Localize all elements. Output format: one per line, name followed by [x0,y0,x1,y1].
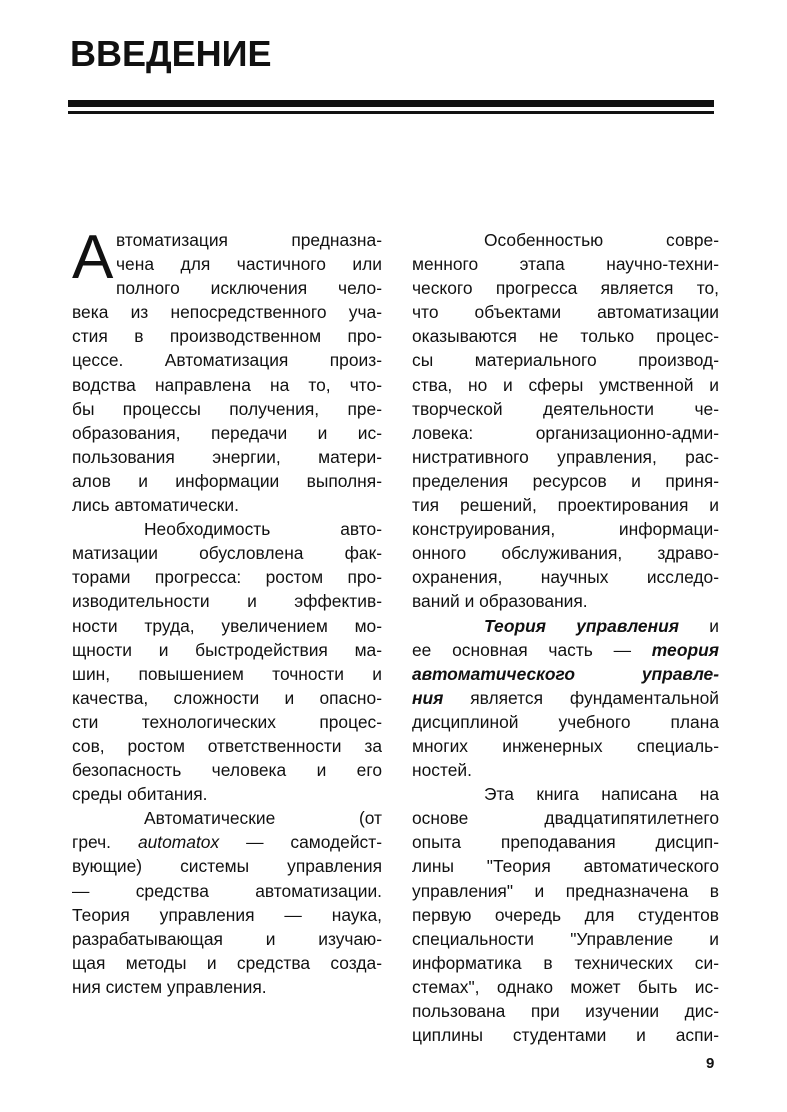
text-line: полного исключения чело- [116,278,382,299]
text-line: сов, ростом ответственности за [72,735,382,756]
text-line: менного этапа научно-техни- [412,254,719,275]
left-paragraph-1 [72,223,382,517]
key-term: ния [412,687,444,708]
text-line: ловека: организационно-адми- [412,422,719,443]
text-line: дисциплиной учебного плана [412,711,719,732]
text-line: Особенностью совре- [484,230,719,250]
text-line: водства направлена на то, что- [72,374,382,395]
key-term: Теория управления [484,615,679,636]
text-run: — самодейст- [246,832,382,853]
text-line: многих инженерных специаль- [412,735,719,756]
text-line: Автоматические (от [144,808,382,829]
text-line: щая методы и средства созда- [72,952,382,973]
right-paragraph-2 [412,614,719,783]
key-term: теория [651,639,719,660]
text-line: втоматизация предназна- [116,230,382,250]
text-line [412,662,719,686]
text-line: — средства автоматизации. [72,880,382,901]
text-line: творческой деятельности че- [412,398,719,419]
text-line: вующие) системы управления [72,856,382,877]
title-rule-thin [68,111,714,114]
text-line: охранения, научных исследо- [412,567,719,588]
text-line: информатика в технических си- [412,952,719,973]
text-line: управления" и предназначена в [412,880,719,901]
text-line [412,686,719,710]
text-line: что объектами автоматизации [412,302,719,323]
text-line: ческого прогресса является то, [412,278,719,299]
text-line: разрабатывающая и изучаю- [72,928,382,949]
right-paragraph-3 [412,782,719,1047]
text-line: онного обслуживания, здраво- [412,543,719,564]
text-line: среды обитания. [72,784,208,805]
chapter-title: ВВЕДЕНИЕ [70,33,272,74]
text-line: века из непосредственного уча- [72,302,382,323]
text-line: пользована при изучении дис- [412,1001,719,1021]
text-line [412,614,719,638]
right-paragraph-1 [412,228,719,614]
text-line: бы процессы получения, пре- [72,398,382,419]
text-line: ния систем управления. [72,976,267,997]
text-line: стия в производственном про- [72,326,382,347]
text-line: пределения ресурсов и приня- [412,470,719,491]
text-line: основе двадцатипятилетнего [412,808,719,829]
text-line [72,830,382,854]
text-line: нистративного управления, рас- [412,446,719,467]
text-line: торами прогресса: ростом про- [72,567,382,588]
text-line: алов и информации выполня- [72,470,382,491]
text-line: первую очередь для студентов [412,904,719,925]
text-line: качества, сложности и опасно- [72,687,382,708]
text-line: чена для частичного или [116,254,382,275]
text-line: цессе. Автоматизация произ- [72,350,382,371]
text-line: конструирования, информаци- [412,519,719,540]
text-line: Эта книга написана на [484,784,719,805]
text-line: циплины студентами и аспи- [412,1025,719,1046]
text-run: ее основная часть — [412,639,652,660]
text-line: матизации обусловлена фак- [72,543,382,564]
text-line: щности и быстродействия ма- [72,639,382,660]
text-line: лины "Теория автоматического [412,856,719,877]
text-line: специальности "Управление и [412,928,719,949]
text-line: изводительности и эффектив- [72,591,382,612]
drop-cap: А [72,223,114,292]
text-line: оказываются не только процес- [412,326,719,347]
page-number: 9 [706,1055,715,1072]
text-run: является фундаментальной [443,687,719,708]
key-term: автоматического управле- [412,663,719,684]
text-line: сти технологических процес- [72,711,382,732]
text-line: ства, но и сферы умственной и [412,374,719,395]
title-rule-thick [68,100,714,107]
left-paragraph-3 [72,806,382,999]
text-line: тия решений, проектирования и [412,495,719,516]
text-line: ностей. [412,760,472,781]
text-line: ности труда, увеличением мо- [72,615,382,636]
text-line: Необходимость авто- [144,519,382,540]
text-line: Теория управления — наука, [72,904,382,925]
text-line: сы материального производ- [412,350,719,371]
text-run: греч. [72,832,112,853]
text-line: опыта преподавания дисцип- [412,832,719,853]
text-line: безопасность человека и его [72,760,382,781]
greek-term: automatox [137,832,220,853]
text-line [412,638,719,662]
text-line: ваний и образования. [412,591,588,612]
text-run: и [678,615,719,636]
text-line: пользования энергии, матери- [72,446,382,467]
text-line: лись автоматически. [72,495,239,516]
right-column [412,228,719,1047]
left-paragraph-2 [72,517,382,806]
text-line: шин, повышением точности и [72,663,382,684]
text-line: стемах", однако может быть ис- [412,976,719,997]
text-line: образования, передачи и ис- [72,422,382,443]
left-column [72,223,382,999]
